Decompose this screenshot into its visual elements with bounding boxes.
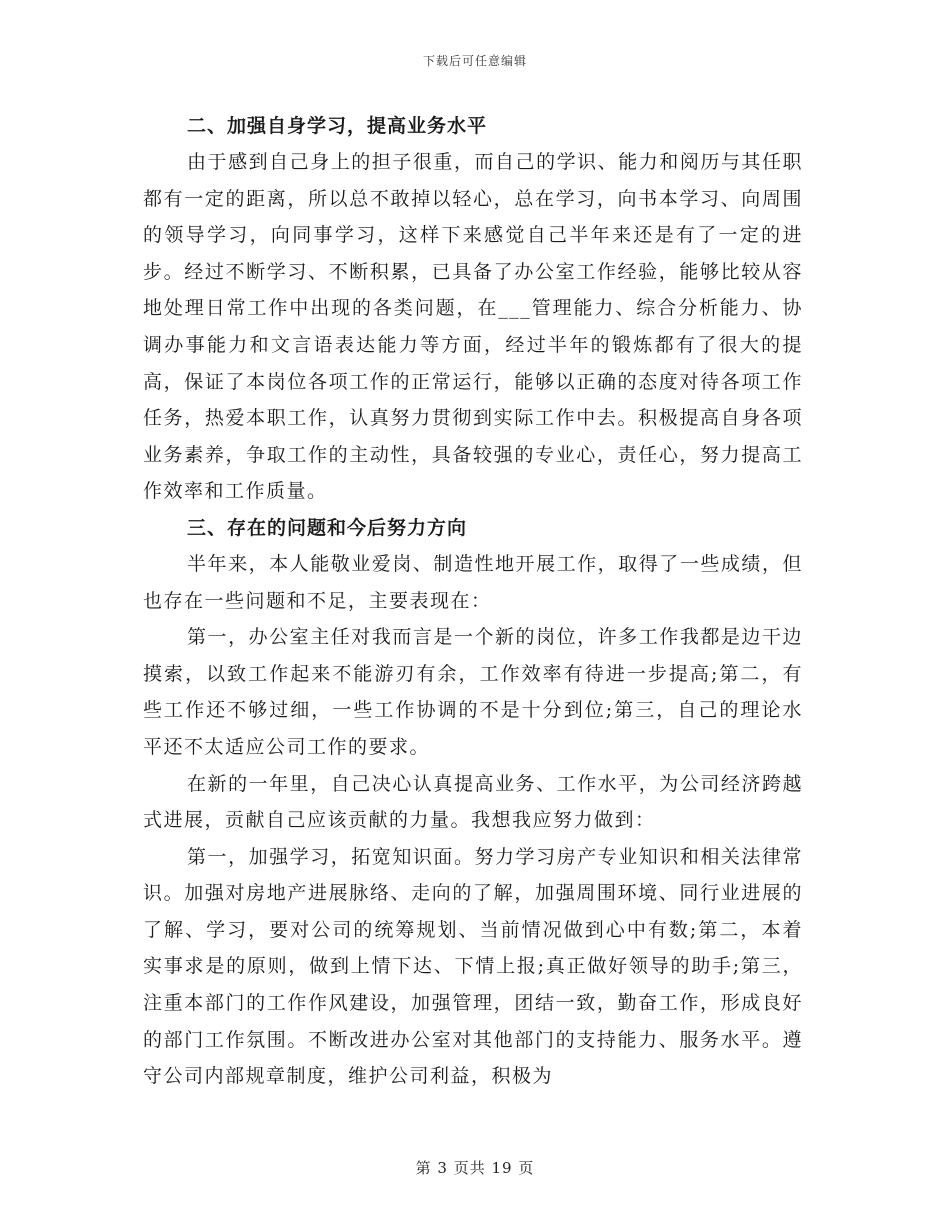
section-heading-2: 二、加强自身学习，提高业务水平 [187, 115, 488, 137]
page-header: 下载后可任意编辑 [422, 54, 527, 68]
document-body [143, 108, 803, 1095]
paragraph: 第一，加强学习，拓宽知识面。努力学习房产专业知识和相关法律常识。加强对房地产进展脉络、走向的了解，加强周围环境、同行业进展的了解、学习，要对公司的统筹规划、当前情况做到心中有数;第二，本着实事求是的原则，做到上情下达、下情上报;真正做好领导的助手;第三，注重本部门的工作作风建设，加强管理，团结一致，勤奋工作，形成良好的部门工作氛围。不断改进办公室对其他部门的支持能力、服务水平。遵守公司内部规章制度，维护公司利益，积极为 [143, 845, 803, 1088]
paragraph: 在新的一年里，自己决心认真提高业务、工作水平，为公司经济跨越式进展，贡献自己应该贡献的力量。我想我应努力做到： [143, 772, 803, 832]
paragraph: 由于感到自己身上的担子很重，而自己的学识、能力和阅历与其任职都有一定的距离，所以总不敢掉以轻心，总在学习，向书本学习、向周围的领导学习，向同事学习，这样下来感觉自己半年来还是有了一定的进步。经过不断学习、不断积累，已具备了办公室工作经验，能够比较从容地处理日常工作中出现的各类问题，在___管理能力、综合分析能力、协调办事能力和文言语表达能力等方面，经过半年的锻炼都有了很大的提高，保证了本岗位各项工作的正常运行，能够以正确的态度对待各项工作任务，热爱本职工作，认真努力贯彻到实际工作中去。积极提高自身各项业务素养，争取工作的主动性，具备较强的专业心，责任心，努力提高工作效率和工作质量。 [143, 151, 803, 503]
section-heading-3: 三、存在的问题和今后努力方向 [187, 516, 468, 539]
page-number: 第 3 页共 19 页 [415, 1159, 535, 1177]
paragraph: 半年来，本人能敬业爱岗、制造性地开展工作，取得了一些成绩，但也存在一些问题和不足，主要表现在： [143, 552, 803, 612]
paragraph: 第一，办公室主任对我而言是一个新的岗位，许多工作我都是边干边摸索，以致工作起来不能游刃有余，工作效率有待进一步提高;第二，有些工作还不够过细，一些工作协调的不是十分到位;第三，自己的理论水平还不太适应公司工作的要求。 [143, 626, 803, 758]
